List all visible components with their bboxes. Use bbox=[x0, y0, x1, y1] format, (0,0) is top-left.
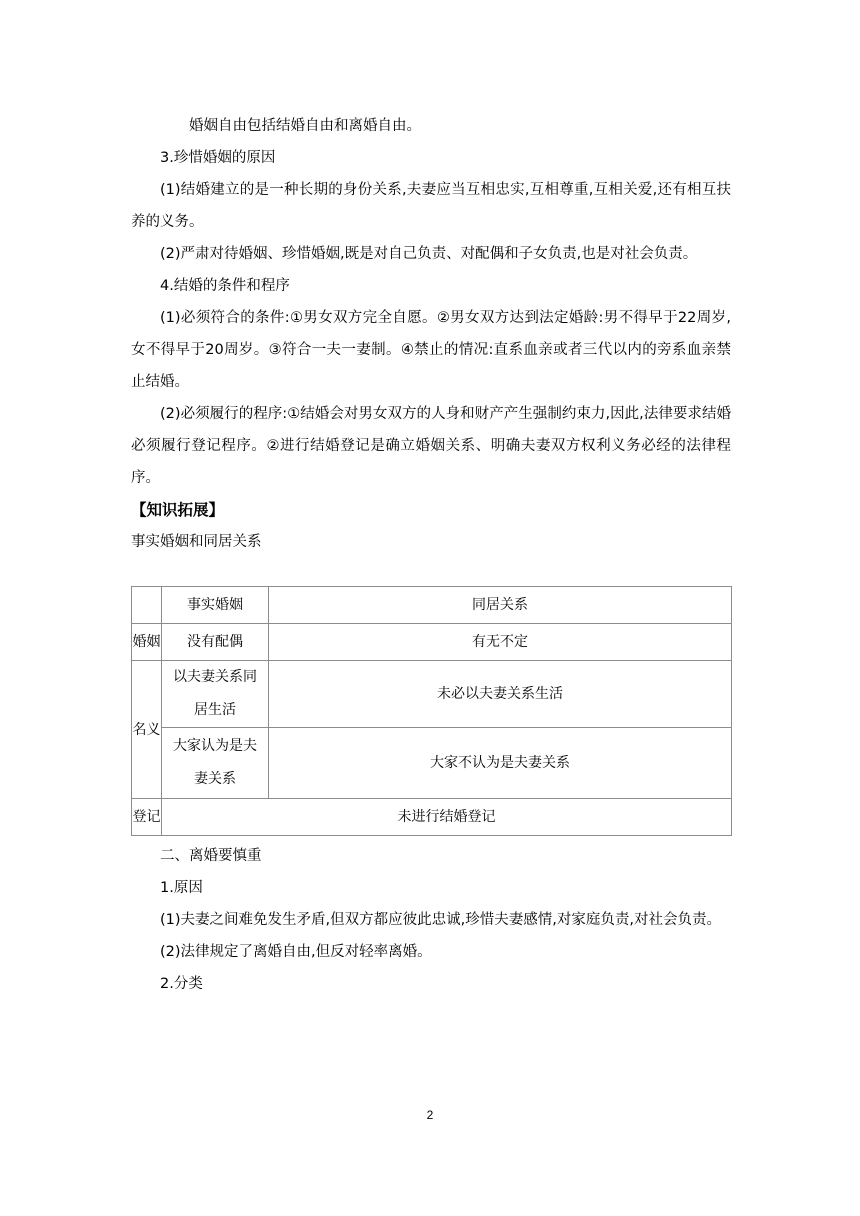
paragraph-marriage-freedom: 婚姻自由包括结婚自由和离婚自由。 bbox=[189, 118, 421, 134]
knowledge-extension-heading: 【知识拓展】 bbox=[131, 501, 225, 519]
paragraph-divorce-reason-2: (2)法律规定了离婚自由,但反对轻率离婚。 bbox=[160, 944, 432, 960]
cell-marriage-cohabitation: 有无不定 bbox=[269, 624, 732, 661]
table-row-name-1 bbox=[132, 661, 732, 728]
table-row-name-2 bbox=[132, 728, 732, 799]
header-cohabitation: 同居关系 bbox=[269, 587, 732, 624]
page-number: 2 bbox=[426, 1108, 434, 1122]
sub-heading-reason: 1.原因 bbox=[160, 880, 203, 896]
cell-name-de-facto-2: 大家认为是夫妻关系 bbox=[162, 728, 269, 799]
paragraph-conditions: (1)必须符合的条件:①男女双方完全自愿。②男女双方达到法定婚龄:男不得早于22周岁,女不得早于20周岁。③符合一夫一妻制。④禁止的情况:直系血亲或者三代以内的旁系血亲禁止结婚。 bbox=[131, 310, 731, 390]
cell-name-cohabitation-2: 大家不认为是夫妻关系 bbox=[269, 728, 732, 799]
sub-heading-classification: 2.分类 bbox=[160, 976, 203, 992]
cell-register-value: 未进行结婚登记 bbox=[162, 799, 732, 836]
header-de-facto-marriage: 事实婚姻 bbox=[162, 587, 269, 624]
comparison-table bbox=[131, 586, 732, 836]
table-header-row bbox=[132, 587, 732, 624]
section-heading-marriage-conditions: 4.结婚的条件和程序 bbox=[160, 278, 290, 294]
row-label-name: 名义 bbox=[132, 661, 162, 799]
cell-name-de-facto-1: 以夫妻关系同居生活 bbox=[162, 661, 269, 728]
table-row-register bbox=[132, 799, 732, 836]
page-content bbox=[131, 110, 731, 1000]
table-row-marriage bbox=[132, 624, 732, 661]
spacer bbox=[131, 558, 731, 584]
section-heading-divorce: 二、离婚要慎重 bbox=[160, 848, 262, 864]
paragraph-reason-2: (2)严肃对待婚姻、珍惜婚姻,既是对自己负责、对配偶和子女负责,也是对社会负责。 bbox=[160, 246, 698, 262]
paragraph-procedure: (2)必须履行的程序:①结婚会对男女双方的人身和财产产生强制约束力,因此,法律要求结婚必须履行登记程序。②进行结婚登记是确立婚姻关系、明确夫妻双方权利义务必经的法律程序。 bbox=[131, 406, 731, 486]
cell-name-cohabitation-1: 未必以夫妻关系生活 bbox=[269, 661, 732, 728]
row-label-register: 登记 bbox=[132, 799, 162, 836]
header-empty-cell bbox=[132, 587, 162, 624]
paragraph-reason-1: (1)结婚建立的是一种长期的身份关系,夫妻应当互相忠实,互相尊重,互相关爱,还有相互扶养的义务。 bbox=[131, 182, 731, 230]
table-caption: 事实婚姻和同居关系 bbox=[131, 534, 262, 550]
cell-marriage-de-facto: 没有配偶 bbox=[162, 624, 269, 661]
paragraph-divorce-reason-1: (1)夫妻之间难免发生矛盾,但双方都应彼此忠诚,珍惜夫妻感情,对家庭负责,对社会负责。 bbox=[160, 912, 721, 928]
row-label-marriage: 婚姻 bbox=[132, 624, 162, 661]
section-heading-cherish-reasons: 3.珍惜婚姻的原因 bbox=[160, 150, 276, 166]
